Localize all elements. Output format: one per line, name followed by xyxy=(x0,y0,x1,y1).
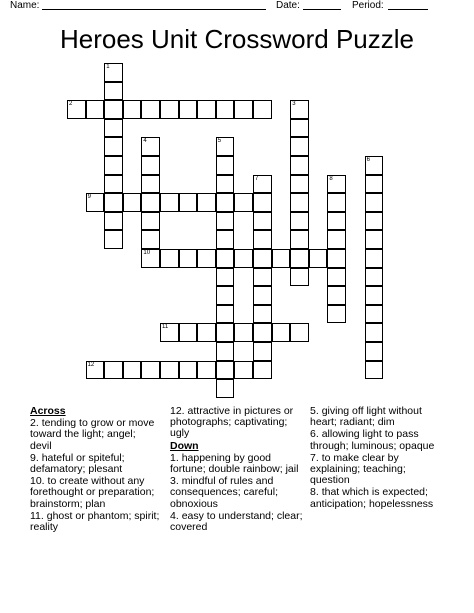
down-heading: Down xyxy=(170,439,199,452)
clue-down-1 xyxy=(170,453,305,475)
crossword-cell[interactable] xyxy=(160,100,179,119)
clue-number: 1. xyxy=(170,451,179,464)
clue-text: mindful of rules and consequences; careful; obnoxious xyxy=(170,475,278,510)
page-title: Heroes Unit Crossword Puzzle xyxy=(59,24,414,54)
crossword-cell[interactable] xyxy=(365,175,384,194)
clue-text: to create without any forethought or preparation; brainstorm; plan xyxy=(30,475,155,510)
crossword-cell[interactable] xyxy=(253,342,272,361)
clue-number: 10. xyxy=(30,475,45,488)
cell-number: 5 xyxy=(217,138,222,145)
crossword-cell[interactable] xyxy=(253,175,272,194)
crossword-cell[interactable] xyxy=(197,323,216,342)
crossword-cell[interactable] xyxy=(141,249,160,268)
crossword-cell[interactable] xyxy=(290,137,309,156)
crossword-cell[interactable] xyxy=(290,212,309,231)
clue-down-3 xyxy=(170,476,305,510)
clue-column-3 xyxy=(310,406,445,511)
crossword-cell[interactable] xyxy=(141,100,160,119)
clue-text: happening by good fortune; double rainbow; jail xyxy=(170,451,299,476)
crossword-cell[interactable] xyxy=(197,361,216,380)
crossword-cell[interactable] xyxy=(365,268,384,287)
clue-across-11 xyxy=(30,511,160,533)
clue-number: 12. xyxy=(170,405,185,417)
crossword-cell[interactable] xyxy=(365,305,384,324)
cell-number: 4 xyxy=(143,138,147,145)
crossword-cell[interactable] xyxy=(272,323,291,342)
clue-number: 11. xyxy=(30,509,44,522)
clue-across-9 xyxy=(30,453,160,475)
crossword-cell[interactable] xyxy=(234,361,253,380)
crossword-cell[interactable] xyxy=(290,323,309,342)
crossword-cell[interactable] xyxy=(365,361,384,380)
crossword-cell[interactable] xyxy=(104,82,123,101)
crossword-cell[interactable] xyxy=(216,212,235,231)
cell-number: 6 xyxy=(366,157,370,163)
crossword-cell[interactable] xyxy=(253,361,272,380)
crossword-cell[interactable] xyxy=(216,268,235,287)
cell-number: 8 xyxy=(329,175,333,182)
cell-number: 10 xyxy=(143,250,151,256)
clue-across-12 xyxy=(170,406,305,440)
crossword-cell[interactable] xyxy=(160,361,179,380)
clue-number: 9. xyxy=(30,451,39,464)
clue-text: that which is expected; anticipation; hopelessness xyxy=(310,486,434,510)
clue-number: 5. xyxy=(310,405,319,417)
crossword-cell[interactable] xyxy=(141,230,160,249)
clue-text: ghost or phantom; spirit; reality xyxy=(30,509,160,534)
crossword-cell[interactable] xyxy=(290,268,309,287)
crossword-cell[interactable] xyxy=(290,100,309,119)
crossword-cell[interactable] xyxy=(67,100,86,119)
name-label: Name: xyxy=(10,0,40,11)
crossword-cell[interactable] xyxy=(290,249,309,268)
crossword-cell[interactable] xyxy=(253,268,272,287)
crossword-cell[interactable] xyxy=(179,193,198,212)
crossword-cell[interactable] xyxy=(365,286,384,305)
crossword-cell[interactable] xyxy=(290,175,309,194)
across-heading: Across xyxy=(30,405,66,417)
clue-text: tending to grow or move toward the light; angel; devil xyxy=(30,417,155,452)
clue-down-7 xyxy=(310,453,445,487)
crossword-cell[interactable] xyxy=(327,193,346,212)
crossword-cell[interactable] xyxy=(253,249,272,268)
crossword-cell[interactable] xyxy=(290,193,309,212)
clue-down-5 xyxy=(310,406,445,428)
crossword-cell[interactable] xyxy=(216,175,235,194)
crossword-cell[interactable] xyxy=(234,323,253,342)
clue-number: 2. xyxy=(30,417,39,430)
crossword-cell[interactable] xyxy=(104,137,123,156)
crossword-cell[interactable] xyxy=(160,193,179,212)
crossword-cell[interactable] xyxy=(104,361,123,380)
crossword-cell[interactable] xyxy=(234,249,253,268)
crossword-cell[interactable] xyxy=(197,193,216,212)
crossword-cell[interactable] xyxy=(290,119,309,138)
crossword-cell[interactable] xyxy=(327,230,346,249)
crossword-cell[interactable] xyxy=(141,175,160,194)
cell-number: 1 xyxy=(106,64,110,70)
clue-text: attractive in pictures or photographs; captivating; ugly xyxy=(170,405,294,440)
crossword-cell[interactable] xyxy=(216,193,235,212)
crossword-cell[interactable] xyxy=(104,63,123,82)
crossword-cell[interactable] xyxy=(253,323,272,342)
crossword-cell[interactable] xyxy=(327,286,346,305)
crossword-cell[interactable] xyxy=(290,156,309,175)
crossword-cell[interactable] xyxy=(86,100,105,119)
clue-number: 7. xyxy=(310,451,319,464)
crossword-cell[interactable] xyxy=(160,323,179,342)
cell-number: 9 xyxy=(87,194,91,201)
cell-number: 3 xyxy=(292,101,296,108)
clue-column-2 xyxy=(170,406,305,534)
crossword-cell[interactable] xyxy=(141,361,160,380)
crossword-cell[interactable] xyxy=(141,193,160,212)
crossword-cell[interactable] xyxy=(253,305,272,324)
period-label: Period: xyxy=(352,0,384,11)
crossword-cell[interactable] xyxy=(309,249,328,268)
crossword-cell[interactable] xyxy=(253,193,272,212)
crossword-cell[interactable] xyxy=(365,249,384,268)
crossword-cell[interactable] xyxy=(86,361,105,380)
crossword-cell[interactable] xyxy=(216,230,235,249)
crossword-cell[interactable] xyxy=(123,361,142,380)
clue-down-8 xyxy=(310,487,445,509)
crossword-cell[interactable] xyxy=(216,100,235,119)
crossword-cell[interactable] xyxy=(197,249,216,268)
crossword-cell[interactable] xyxy=(216,137,235,156)
crossword-cell[interactable] xyxy=(123,193,142,212)
crossword-cell[interactable] xyxy=(327,175,346,194)
crossword-cell[interactable] xyxy=(141,137,160,156)
crossword-cell[interactable] xyxy=(179,361,198,380)
crossword-cell[interactable] xyxy=(290,230,309,249)
crossword-cell[interactable] xyxy=(104,156,123,175)
crossword-cell[interactable] xyxy=(216,249,235,268)
crossword-cell[interactable] xyxy=(216,156,235,175)
clue-across-2 xyxy=(30,418,160,452)
crossword-cell[interactable] xyxy=(197,100,216,119)
crossword-cell[interactable] xyxy=(365,212,384,231)
crossword-cell[interactable] xyxy=(234,193,253,212)
cell-number: 7 xyxy=(255,175,259,182)
crossword-cell[interactable] xyxy=(104,175,123,194)
crossword-cell[interactable] xyxy=(365,342,384,361)
crossword-cell[interactable] xyxy=(216,342,235,361)
clue-down-6 xyxy=(310,429,445,451)
crossword-cell[interactable] xyxy=(141,156,160,175)
crossword-cell[interactable] xyxy=(179,249,198,268)
crossword-cell[interactable] xyxy=(104,193,123,212)
crossword-cell[interactable] xyxy=(253,100,272,119)
crossword-cell[interactable] xyxy=(234,100,253,119)
cell-number: 12 xyxy=(87,361,95,368)
clue-text: giving off light without heart; radiant; dim xyxy=(310,405,422,429)
date-label: Date: xyxy=(276,0,300,11)
crossword-cell[interactable] xyxy=(327,212,346,231)
clue-text: hateful or spiteful; defamatory; plesant xyxy=(30,451,125,476)
crossword-cell[interactable] xyxy=(253,286,272,305)
crossword-cell[interactable] xyxy=(86,193,105,212)
crossword-cell[interactable] xyxy=(253,212,272,231)
crossword-cell[interactable] xyxy=(253,230,272,249)
crossword-cell[interactable] xyxy=(365,230,384,249)
crossword-cell[interactable] xyxy=(179,323,198,342)
crossword-cell[interactable] xyxy=(327,249,346,268)
crossword-cell[interactable] xyxy=(141,212,160,231)
clue-number: 3. xyxy=(170,475,179,488)
crossword-cell[interactable] xyxy=(104,119,123,138)
clue-down-4 xyxy=(170,511,305,533)
crossword-cell[interactable] xyxy=(365,323,384,342)
crossword-cell[interactable] xyxy=(179,100,198,119)
crossword-cell[interactable] xyxy=(327,305,346,324)
crossword-cell[interactable] xyxy=(272,249,291,268)
clue-number: 8. xyxy=(310,486,319,499)
clue-number: 4. xyxy=(170,509,179,522)
crossword-cell[interactable] xyxy=(216,305,235,324)
crossword-cell[interactable] xyxy=(104,212,123,231)
cell-number: 2 xyxy=(69,101,73,108)
crossword-cell[interactable] xyxy=(365,193,384,212)
crossword-cell[interactable] xyxy=(216,286,235,305)
clue-number: 6. xyxy=(310,428,319,441)
crossword-cell[interactable] xyxy=(104,100,123,119)
clue-text: to make clear by explaining; teaching; question xyxy=(310,451,406,487)
clue-column-1 xyxy=(30,406,160,534)
clue-across-10 xyxy=(30,476,160,510)
clue-text: allowing light to pass through; luminous; opaque xyxy=(310,428,435,452)
cell-number: 11 xyxy=(162,324,169,331)
crossword-cell[interactable] xyxy=(160,249,179,268)
crossword-cell[interactable] xyxy=(216,323,235,342)
crossword-cell[interactable] xyxy=(216,379,235,398)
crossword-cell[interactable] xyxy=(327,268,346,287)
crossword-cell[interactable] xyxy=(216,361,235,380)
clue-text: easy to understand; clear; covered xyxy=(170,509,303,534)
crossword-cell[interactable] xyxy=(365,156,384,175)
crossword-cell[interactable] xyxy=(104,230,123,249)
crossword-cell[interactable] xyxy=(123,100,142,119)
